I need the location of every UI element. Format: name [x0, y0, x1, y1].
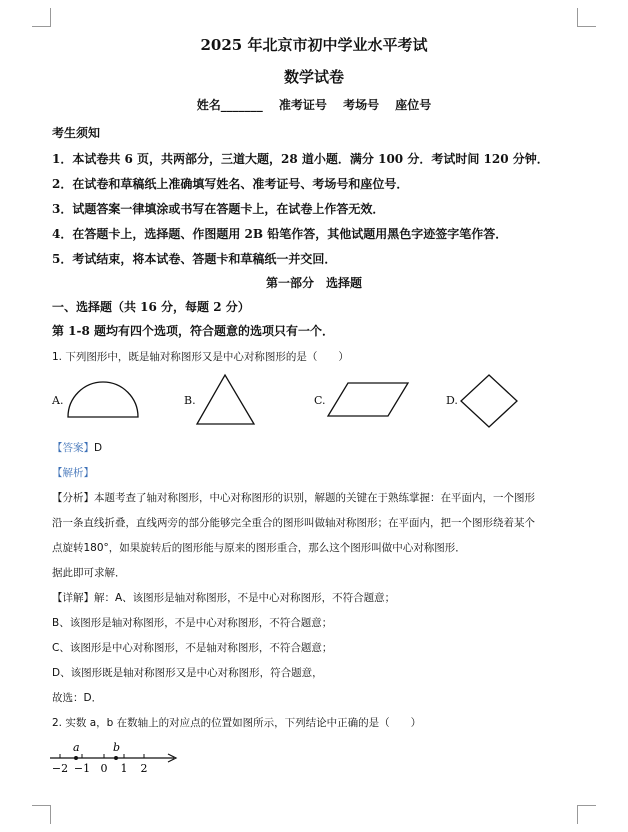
- detail-text: B、该图形是轴对称图形，不是中心对称图形，不符合题意；: [52, 617, 333, 629]
- exam-title: 2025 年北京市初中学业水平考试: [200, 36, 428, 54]
- detail-text: 解：A、该图形是轴对称图形，不是中心对称图形，不符合题意；: [94, 592, 396, 604]
- crop-mark-top-left: [32, 8, 51, 27]
- point-b: [114, 756, 118, 760]
- point-b-label: b: [113, 741, 121, 754]
- parallelogram-figure: [326, 380, 412, 420]
- detail-line: [52, 590, 395, 605]
- option-a-label: A.: [52, 394, 64, 407]
- option-b-label: B.: [184, 394, 196, 407]
- analysis-text: 点旋转180°，如果旋转后的图形能与原来的图形重合，那么这个图形叫做中心对称图形．: [52, 542, 466, 554]
- section-note: 第 1-8 题均有四个选项，符合题意的选项只有一个．: [52, 324, 335, 338]
- answer-tag: 【答案】: [52, 442, 94, 454]
- seat-number-field: 座位号: [395, 98, 432, 112]
- tick-label: 0: [100, 762, 108, 775]
- crop-mark-bottom-right: [577, 805, 596, 824]
- crop-mark-top-right: [577, 8, 596, 27]
- crop-mark-bottom-left: [32, 805, 51, 824]
- answer-value: D: [94, 442, 103, 454]
- analysis-line: [52, 490, 535, 505]
- analysis-text: 本题考查了轴对称图形，中心对称图形的识别，解题的关键在于熟练掌握：在平面内，一个图形: [94, 492, 535, 504]
- analysis-head: 【分析】: [52, 492, 94, 504]
- notice-item: 2．在试卷和草稿纸上准确填写姓名、准考证号、考场号和座位号．: [52, 177, 409, 191]
- tick-label: −1: [73, 762, 91, 775]
- notice-item: 1．本试卷共 6 页，共两部分，三道大题，28 道小题．满分 100 分．考试时间 120 分钟．: [52, 152, 549, 166]
- rhombus-figure: [458, 372, 520, 430]
- ticket-number-field: 准考证号: [278, 98, 327, 112]
- exam-room-field: 考场号: [343, 98, 380, 112]
- notice-item: 4．在答题卡上，选择题、作图题用 2B 铅笔作答，其他试题用黑色字迹签字笔作答．: [52, 227, 508, 241]
- number-line-figure: [46, 738, 186, 778]
- point-a-label: a: [73, 741, 80, 754]
- part-heading: 第一部分 选择题: [265, 276, 362, 290]
- candidate-info: [0, 96, 628, 113]
- exam-subtitle: 数学试卷: [283, 68, 344, 86]
- section-heading: 一、选择题（共 16 分，每题 2 分）: [52, 300, 250, 314]
- tick-label: −2: [51, 762, 69, 775]
- analysis-text: 沿一条直线折叠，直线两旁的部分能够完全重合的图形叫做轴对称图形；在平面内，把一个图形绕着某个: [52, 517, 535, 529]
- question-2-stem: 2. 实数 a，b 在数轴上的对应点的位置如图所示，下列结论中正确的是（ ）: [52, 717, 422, 729]
- analysis-text: 据此即可求解．: [52, 567, 126, 579]
- semicircle-figure: [66, 380, 142, 422]
- option-d-label: D.: [446, 394, 458, 407]
- tick-label: 1: [120, 762, 128, 775]
- detail-text: C、该图形是中心对称图形，不是轴对称图形，不符合题意；: [52, 642, 333, 654]
- detail-text: D、该图形既是轴对称图形又是中心对称图形，符合题意，: [52, 667, 323, 679]
- question-1-stem: 1. 下列图形中，既是轴对称图形又是中心对称图形的是（ ）: [52, 351, 349, 363]
- tick-label: 2: [140, 762, 148, 775]
- notice-item: 5．考试结束，将本试卷、答题卡和草稿纸一并交回．: [52, 252, 337, 266]
- answer-line: [52, 440, 102, 455]
- point-a: [74, 756, 78, 760]
- analysis-tag: 【解析】: [52, 467, 94, 479]
- name-field: 姓名_______: [196, 98, 263, 112]
- detail-text: 故选：D．: [52, 692, 103, 704]
- option-c-label: C.: [314, 394, 326, 407]
- notice-heading: 考生须知: [52, 126, 101, 140]
- detail-head: 【详解】: [52, 592, 94, 604]
- triangle-figure: [194, 372, 258, 428]
- notice-item: 3．试题答案一律填涂或书写在答题卡上，在试卷上作答无效．: [52, 202, 385, 216]
